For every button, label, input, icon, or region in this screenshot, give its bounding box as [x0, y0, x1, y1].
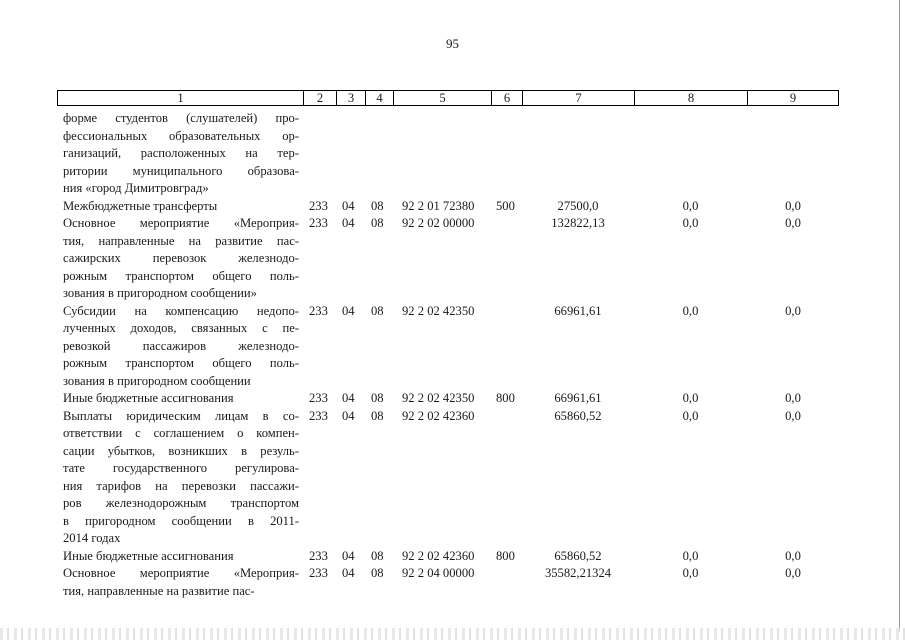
description-line: ответствии с соглашением о компен-	[63, 426, 299, 440]
row-description	[63, 408, 299, 548]
cell-c8: 0,0	[682, 391, 699, 405]
header-col-5: 5	[393, 90, 491, 106]
description-line: ния тарифов на перевозки пассажи-	[63, 478, 299, 493]
description-line: тате государственного регулирова-	[63, 461, 299, 475]
cell-c2: 233	[309, 198, 328, 213]
description-line: зования в пригородном сообщении»	[63, 286, 257, 300]
description-line: в пригородном сообщении в 2011-	[63, 513, 299, 528]
cell-c8: 0,0	[682, 566, 699, 580]
cell-c9: 0,0	[785, 216, 801, 230]
row-description	[63, 565, 299, 600]
description-line: Иные бюджетные ассигнования	[63, 548, 234, 563]
cell-c2: 233	[309, 408, 328, 423]
cell-c6: 800	[496, 391, 515, 405]
description-line: Основное мероприятие «Мероприя-	[63, 566, 299, 580]
description-line: Иные бюджетные ассигнования	[63, 391, 234, 405]
cell-c3: 04	[342, 198, 355, 213]
description-line: рожным транспортом общего поль-	[63, 356, 299, 370]
cell-c2: 233	[309, 566, 328, 580]
description-line: сажирских перевозок железнодо-	[63, 251, 299, 265]
cell-c3: 04	[342, 216, 355, 230]
cell-c3: 04	[342, 303, 355, 318]
cell-c5: 92 2 02 42360	[402, 408, 475, 423]
header-col-1: 1	[57, 90, 303, 106]
cell-c3: 04	[342, 408, 355, 423]
cell-c3: 04	[342, 548, 355, 563]
header-col-7: 7	[522, 90, 634, 106]
cell-c4: 08	[371, 216, 384, 230]
cell-c8: 0,0	[682, 548, 699, 563]
description-line: ревозкой пассажиров железнодо-	[63, 338, 299, 353]
header-col-2: 2	[303, 90, 336, 106]
header-col-6: 6	[491, 90, 522, 106]
cell-c9: 0,0	[785, 391, 801, 405]
cell-c7: 65860,52	[554, 408, 602, 423]
description-line: лученных доходов, связанных с пе-	[63, 321, 299, 335]
description-line: рожным транспортом общего поль-	[63, 268, 299, 283]
description-line: Субсидии на компенсацию недопо-	[63, 303, 299, 318]
cell-c9: 0,0	[785, 303, 801, 318]
cell-c2: 233	[309, 216, 328, 230]
cell-c9: 0,0	[785, 548, 801, 563]
description-line: фессиональных образовательных ор-	[63, 128, 299, 143]
row-description	[63, 110, 299, 198]
cell-c2: 233	[309, 303, 328, 318]
description-line: тия, направленные на развитие пас-	[63, 233, 299, 248]
cell-c5: 92 2 02 42350	[402, 303, 475, 318]
row-description	[63, 303, 299, 391]
cell-c4: 08	[371, 198, 384, 213]
cell-c5: 92 2 02 00000	[402, 216, 475, 230]
description-line: сации убытков, возникших в резуль-	[63, 443, 299, 458]
cell-c9: 0,0	[785, 408, 801, 423]
cell-c4: 08	[371, 548, 384, 563]
header-col-9: 9	[747, 90, 839, 106]
cell-c6: 500	[496, 198, 515, 213]
description-line: 2014 годах	[63, 531, 121, 545]
page-edge	[899, 0, 900, 632]
cell-c3: 04	[342, 391, 355, 405]
cell-c7: 132822,13	[551, 216, 605, 230]
row-description	[63, 198, 299, 216]
description-line: зования в пригородном сообщении	[63, 373, 251, 388]
description-line: форме студентов (слушателей) про-	[63, 111, 299, 125]
description-line: ритории муниципального образова-	[63, 163, 299, 178]
cell-c7: 27500,0	[557, 198, 599, 213]
cell-c5: 92 2 02 42350	[402, 391, 475, 405]
header-col-4: 4	[365, 90, 393, 106]
cell-c6: 800	[496, 548, 515, 563]
description-line: ния «город Димитровград»	[63, 181, 209, 195]
header-col-8: 8	[634, 90, 747, 106]
cell-c7: 65860,52	[554, 548, 602, 563]
cell-c7: 35582,21324	[544, 566, 612, 580]
cell-c2: 233	[309, 391, 328, 405]
description-line: Выплаты юридическим лицам в со-	[63, 408, 299, 423]
cell-c3: 04	[342, 566, 355, 580]
cell-c9: 0,0	[785, 566, 801, 580]
description-line: Межбюджетные трансферты	[63, 198, 218, 213]
cell-c5: 92 2 01 72380	[402, 198, 475, 213]
description-line: ров железнодорожным транспортом	[63, 496, 299, 510]
cell-c7: 66961,61	[554, 391, 602, 405]
description-line: ганизаций, расположенных на тер-	[63, 146, 299, 160]
page-number: 95	[446, 36, 459, 51]
header-col-3: 3	[336, 90, 365, 106]
cell-c5: 92 2 04 00000	[402, 566, 475, 580]
cell-c8: 0,0	[682, 216, 699, 230]
cell-c4: 08	[371, 566, 384, 580]
cell-c4: 08	[371, 391, 384, 405]
scan-artifact-strip	[0, 628, 905, 640]
cell-c9: 0,0	[785, 198, 801, 213]
cell-c4: 08	[371, 408, 384, 423]
row-description	[63, 215, 299, 303]
row-description	[63, 548, 299, 566]
cell-c7: 66961,61	[554, 303, 602, 318]
cell-c8: 0,0	[682, 303, 699, 318]
cell-c4: 08	[371, 303, 384, 318]
description-line: тия, направленные на развитие пас-	[63, 583, 255, 598]
cell-c8: 0,0	[682, 408, 699, 423]
cell-c5: 92 2 02 42360	[402, 548, 475, 563]
description-line: Основное мероприятие «Мероприя-	[63, 216, 299, 230]
cell-c2: 233	[309, 548, 328, 563]
cell-c8: 0,0	[682, 198, 699, 213]
row-description	[63, 390, 299, 408]
